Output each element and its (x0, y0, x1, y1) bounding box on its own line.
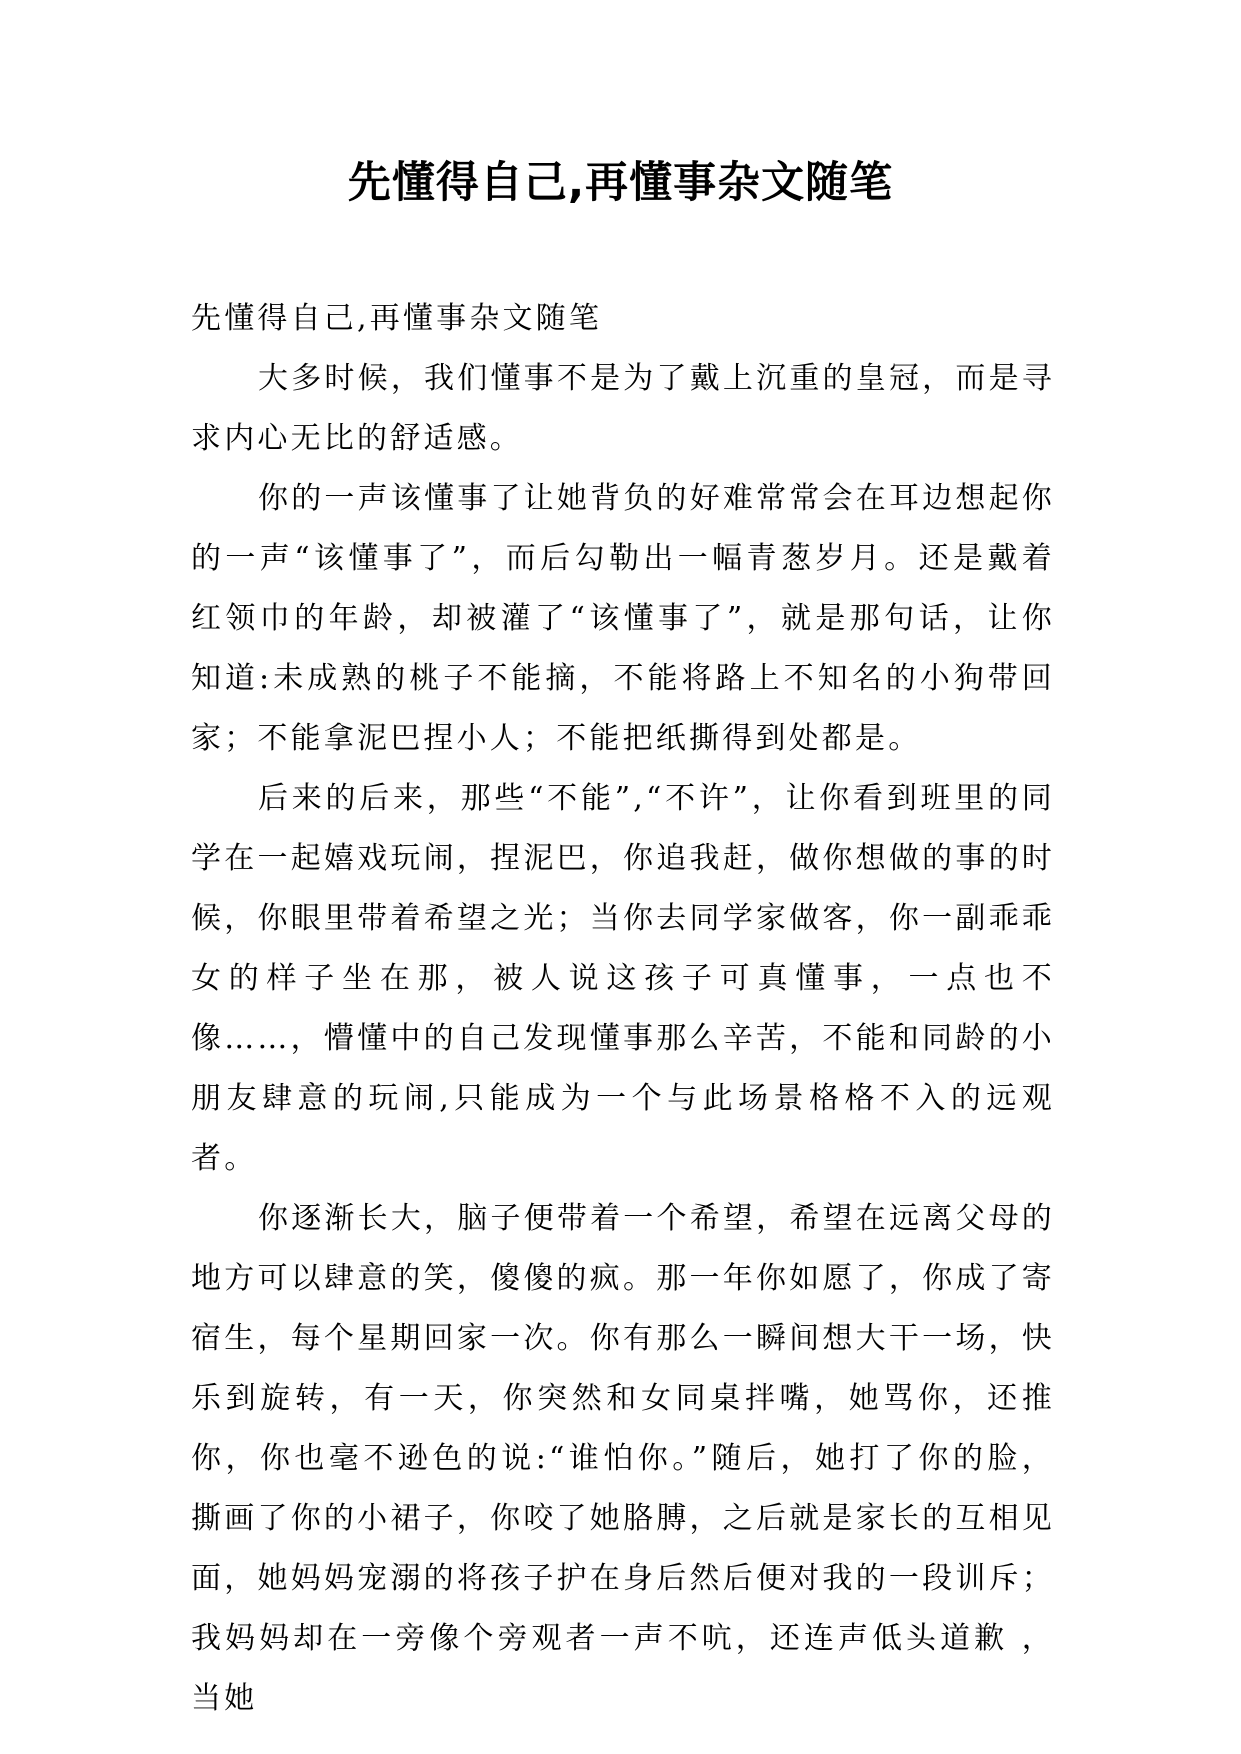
paragraph-3: 后来的后来，那些“不能”,“不许”，让你看到班里的同学在一起嬉戏玩闹，捏泥巴，你追我赶，做你想做的事的时候，你眼里带着希望之光；当你去同学家做客，你一副乖乖女的样子坐在那，被人说这孩子可真懂事，一点也不像……，懵懂中的自己发现懂事那么辛苦，不能和同龄的小朋友肆意的玩闹,只能成为一个与此场景格格不入的远观者。 (191, 781, 1055, 1176)
document-subtitle: 先懂得自己,再懂事杂文随笔 (191, 301, 603, 336)
document-title: 先懂得自己,再懂事杂文随笔 (347, 158, 894, 208)
document-body (191, 289, 1055, 1729)
paragraph-4: 你逐渐长大，脑子便带着一个希望，希望在远离父母的地方可以肆意的笑，傻傻的疯。那一年你如愿了，你成了寄宿生，每个星期回家一次。你有那么一瞬间想大干一场，快乐到旋转，有一天，你突然和女同桌拌嘴，她骂你，还推你，你也毫不逊色的说:“谁怕你。”随后，她打了你的脸，撕画了你的小裙子，你咬了她胳膊，之后就是家长的互相见面，她妈妈宠溺的将孩子护在身后然后便对我的一段训斥；我妈妈却在一旁像个旁观者一声不吭，还连声低头道歉 ，当她 (191, 1201, 1055, 1716)
paragraph-1: 大多时候，我们懂事不是为了戴上沉重的皇冠，而是寻求内心无比的舒适感。 (191, 361, 1055, 456)
paragraph-2: 你的一声该懂事了让她背负的好难常常会在耳边想起你的一声“该懂事了”，而后勾勒出一幅青葱岁月。还是戴着红领巾的年龄，却被灌了“该懂事了”，就是那句话，让你知道:未成熟的桃子不能摘，不能将路上不知名的小狗带回家；不能拿泥巴捏小人；不能把纸撕得到处都是。 (191, 481, 1055, 756)
